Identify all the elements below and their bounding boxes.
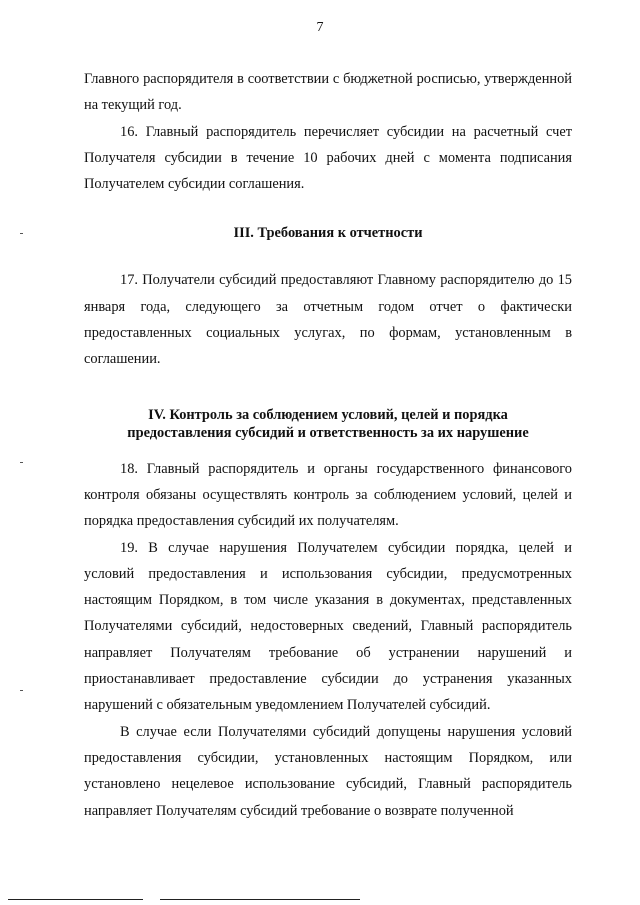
scan-edge-line	[8, 899, 143, 900]
page-number: 7	[316, 20, 324, 35]
paragraph-18: 18. Главный распорядитель и органы государственного финансового контроля обязаны осуществлять контроль за соблюдением условий, целей и порядка предоставления субсидий их получателям.	[84, 460, 572, 530]
scan-margin-mark	[20, 462, 23, 463]
paragraph-19: 19. В случае нарушения Получателем субсидии порядка, целей и условий предоставления и использования субсидии, предусмотренных настоящим Порядком, в том числе указания в документах, представленных Получателями субсидий, недостоверных сведений, Главный распорядитель направляет Получателям требование об устранении нарушений и приостанавливает предоставление субсидии до устранения указанных нарушений с обязательным уведомлением Получателей субсидий.	[84, 539, 572, 714]
paragraph-continuation: Главного распорядителя в соответствии с бюджетной росписью, утвержденной на текущий год.	[84, 71, 572, 114]
section-heading-iii: III. Требования к отчетности	[233, 225, 423, 242]
section-heading-iv	[84, 406, 572, 442]
scan-margin-mark	[20, 233, 23, 234]
paragraph-19-continued: В случае если Получателями субсидий допущены нарушения условий предоставления субсидии, установленных настоящим Порядком, или установлено нецелевое использование субсидий, Главный распорядитель направляет Получателям субсидий требование о возврате полученной	[84, 723, 572, 819]
scan-edge-line	[160, 899, 360, 900]
document-body	[84, 66, 572, 824]
section-heading-iv-line-1: IV. Контроль за соблюдением условий, целей и порядка	[148, 406, 508, 423]
section-heading-iv-line-2: предоставления субсидий и ответственность за их нарушение	[127, 424, 529, 441]
scan-margin-mark	[20, 690, 23, 691]
paragraph-16: 16. Главный распорядитель перечисляет субсидии на расчетный счет Получателя субсидии в течение 10 рабочих дней с момента подписания Получателем субсидии соглашения.	[84, 123, 572, 193]
paragraph-17: 17. Получатели субсидий предоставляют Главному распорядителю до 15 января года, следующего за отчетным годом отчет о фактически предоставленных социальных услугах, по формам, установленным в соглашении.	[84, 272, 572, 368]
